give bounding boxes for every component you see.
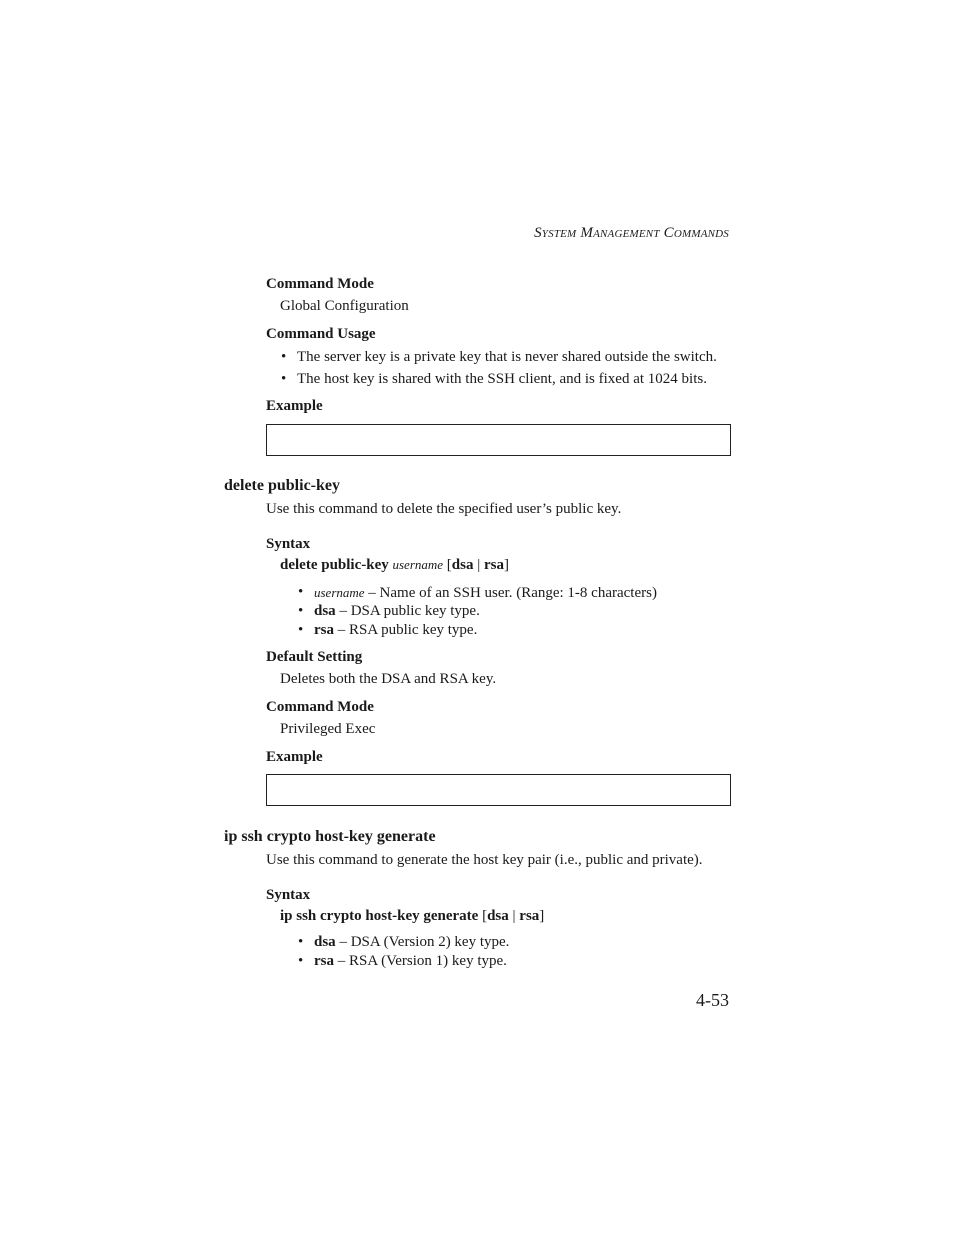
running-head-m: M: [580, 225, 594, 241]
command-mode-heading-2: Command Mode: [266, 699, 374, 715]
syntax-heading-2: Syntax: [266, 887, 311, 903]
running-head-s-rest: YSTEM: [541, 228, 577, 240]
command-title-ip-ssh-crypto: ip ssh crypto host-key generate: [224, 828, 436, 845]
command-title-delete-public-key: delete public-key: [224, 477, 340, 494]
example-heading-2: Example: [266, 749, 323, 765]
command-mode-heading-1: Command Mode: [266, 276, 374, 292]
running-head-c-rest: OMMANDS: [673, 228, 729, 240]
command-mode-value-2: Privileged Exec: [280, 721, 376, 737]
default-setting-value: Deletes both the DSA and RSA key.: [280, 671, 497, 687]
syntax-heading-1: Syntax: [266, 536, 311, 552]
running-head-m-rest: ANAGEMENT: [593, 228, 660, 240]
syntax-line-2: ip ssh crypto host-key generate [dsa | rsa]: [280, 908, 545, 924]
running-head: [534, 225, 729, 242]
running-head-c: C: [663, 225, 674, 241]
command-description-2: Use this command to generate the host key pair (i.e., public and private).: [266, 852, 703, 868]
syntax-line-1: delete public-key username [dsa | rsa]: [280, 557, 509, 573]
command-usage-heading: Command Usage: [266, 326, 376, 342]
example-heading-1: Example: [266, 398, 323, 414]
example-box-2: [266, 774, 731, 806]
command-mode-value-1: Global Configuration: [280, 298, 409, 314]
command-description: Use this command to delete the specified user’s public key.: [266, 501, 622, 517]
page-number: 4-53: [696, 990, 729, 1010]
default-setting-heading: Default Setting: [266, 649, 363, 665]
example-box-1: [266, 424, 731, 456]
running-head-s: S: [534, 225, 542, 241]
